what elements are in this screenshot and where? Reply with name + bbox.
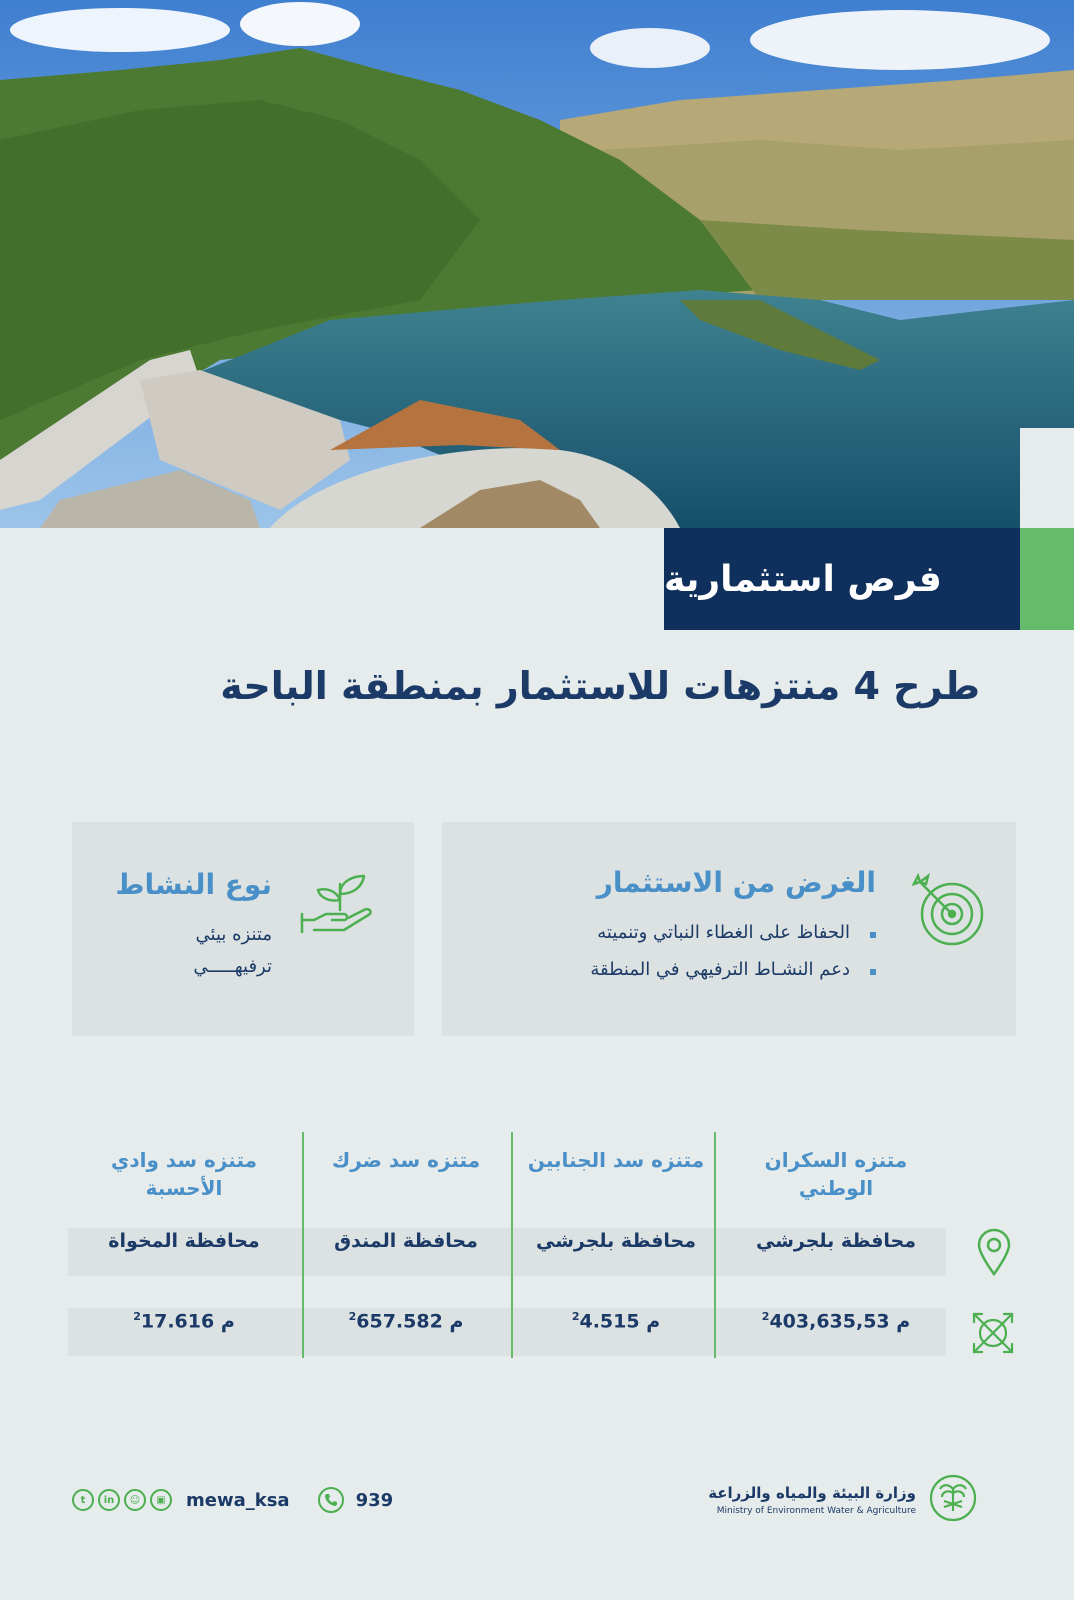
phone-number: 939 [355, 1489, 394, 1511]
social-handle[interactable]: mewa_ksa [186, 1489, 290, 1511]
location-pin-icon [976, 1228, 1012, 1280]
park-governorate: محافظة المخواة [108, 1230, 260, 1252]
park-area: $^2$ م 403,635,53 [761, 1310, 911, 1333]
park-name: متنزه سد الجنابين [527, 1148, 705, 1172]
park-governorate: محافظة المندق [334, 1230, 478, 1252]
park-governorate: محافظة بلجرشي [536, 1230, 696, 1252]
column-divider [511, 1132, 513, 1358]
park-area: $^2$ م 4.515 [571, 1310, 661, 1333]
phone-contact[interactable] [318, 1487, 394, 1513]
park-column [306, 1130, 506, 1360]
area-icon [970, 1310, 1016, 1360]
snapchat-icon[interactable]: ☺ [124, 1489, 146, 1511]
park-area: $^2$ م 657.582 [348, 1310, 464, 1333]
target-icon [908, 872, 986, 954]
twitter-icon[interactable]: t [72, 1489, 94, 1511]
page-title: طرح 4 منتزهات للاستثمار بمنطقة الباحة [220, 664, 980, 708]
activity-line: ترفيهـــــي [193, 956, 272, 977]
category-tag: فرص استثمارية [664, 528, 1020, 630]
ministry-name-ar: وزارة البيئة والمياه والزراعة [708, 1484, 916, 1502]
social-bar [72, 1474, 393, 1526]
ministry-name-en: Ministry of Environment Water & Agriculture [716, 1506, 916, 1516]
accent-block-gray [1020, 428, 1074, 528]
plant-hand-icon [300, 870, 376, 942]
column-divider [302, 1132, 304, 1358]
park-name: متنزه سد وادي الأحسبة [111, 1148, 257, 1200]
parks-table [68, 1130, 948, 1360]
list-item: دعم النشـاط الترفيهي في المنطقة [590, 959, 876, 980]
ministry-block [708, 1474, 978, 1526]
park-name: متنزه سد ضرك [331, 1148, 481, 1172]
purpose-card [442, 822, 1016, 1036]
activity-title: نوع النشاط [115, 868, 272, 901]
activity-line: متنزه بيئي [195, 924, 272, 945]
activity-card [72, 822, 414, 1036]
purpose-title: الغرض من الاستثمار [596, 866, 876, 899]
instagram-icon[interactable]: ▣ [150, 1489, 172, 1511]
park-column [84, 1130, 284, 1360]
park-governorate: محافظة بلجرشي [756, 1230, 916, 1252]
park-area: $^2$ م 17.616 [133, 1310, 235, 1333]
park-column [736, 1130, 936, 1360]
list-item: الحفاظ على الغطاء النباتي وتنميته [590, 922, 876, 943]
phone-icon [318, 1487, 344, 1513]
purpose-list [590, 922, 876, 996]
linkedin-icon[interactable]: in [98, 1489, 120, 1511]
park-column [516, 1130, 716, 1360]
park-name: متنزه السكران الوطني [764, 1148, 908, 1200]
accent-block-green [1020, 528, 1074, 630]
hero-photo [0, 0, 1074, 528]
ministry-logo-icon [928, 1473, 978, 1527]
